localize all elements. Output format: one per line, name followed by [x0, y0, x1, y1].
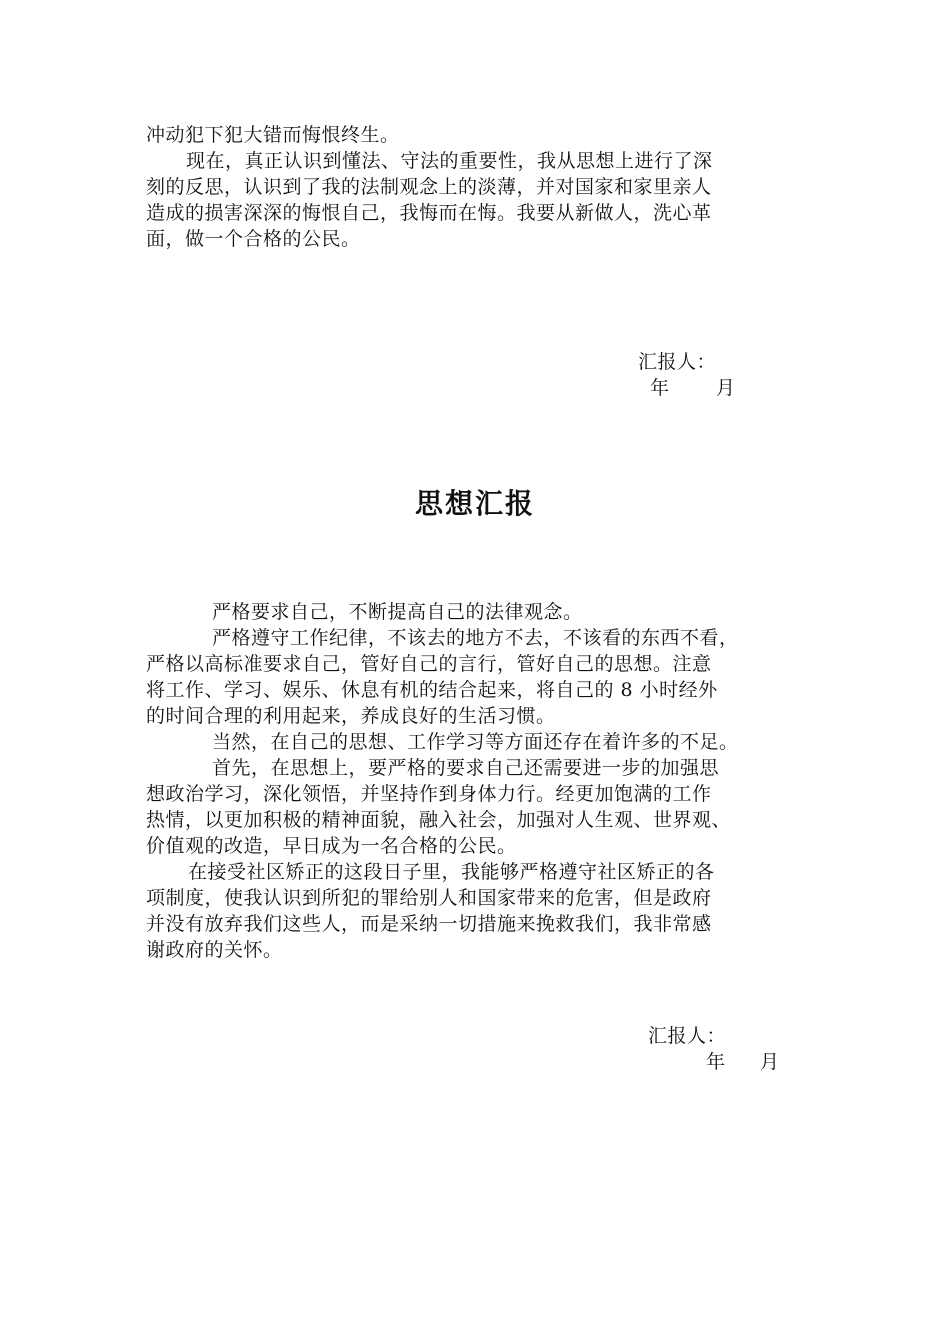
paragraph-line: 严格以高标准要求自己，管好自己的言行，管好自己的思想。注意 — [146, 653, 712, 675]
paragraph-line: 造成的损害深深的悔恨自己，我悔而在悔。我要从新做人，洗心革 — [146, 202, 712, 224]
date-month: 月 — [760, 1051, 780, 1073]
paragraph-line: 严格遵守工作纪律，不该去的地方不去，不该看的东西不看， — [212, 627, 739, 649]
paragraph-line: 冲动犯下犯大错而悔恨终生。 — [146, 124, 400, 146]
paragraph-line: 的时间合理的利用起来，养成良好的生活习惯。 — [146, 705, 556, 727]
paragraph-line: 面，做一个合格的公民。 — [146, 228, 361, 250]
paragraph-line: 现在，真正认识到懂法、守法的重要性，我从思想上进行了深 — [186, 150, 713, 172]
paragraph-line: 在接受社区矫正的这段日子里，我能够严格遵守社区矫正的各 — [188, 861, 715, 883]
paragraph-line: 将工作、学习、娱乐、休息有机的结合起来，将自己的 8 小时经外 — [146, 679, 718, 701]
paragraph-line: 当然，在自己的思想、工作学习等方面还存在着许多的不足。 — [212, 731, 739, 753]
paragraph-line: 并没有放弃我们这些人，而是采纳一切措施来挽救我们，我非常感 — [146, 913, 712, 935]
paragraph-line: 热情，以更加积极的精神面貌，融入社会，加强对人生观、世界观、 — [146, 809, 732, 831]
paragraph-line: 谢政府的关怀。 — [146, 939, 283, 961]
signature-label: 汇报人： — [638, 351, 717, 373]
signature-label: 汇报人： — [648, 1025, 727, 1047]
date-year: 年 — [650, 377, 670, 399]
date-month: 月 — [716, 377, 736, 399]
paragraph-line: 项制度，使我认识到所犯的罪给别人和国家带来的危害，但是政府 — [146, 887, 712, 909]
paragraph-line: 首先，在思想上，要严格的要求自己还需要进一步的加强思 — [212, 757, 720, 779]
paragraph-line: 想政治学习，深化领悟，并坚持作到身体力行。经更加饱满的工作 — [146, 783, 712, 805]
document-title: 思想汇报 — [414, 487, 535, 520]
date-year: 年 — [706, 1051, 726, 1073]
paragraph-line: 刻的反思，认识到了我的法制观念上的淡薄，并对国家和家里亲人 — [146, 176, 712, 198]
paragraph-line: 严格要求自己，不断提高自己的法律观念。 — [212, 601, 583, 623]
paragraph-line: 价值观的改造，早日成为一名合格的公民。 — [146, 835, 517, 857]
